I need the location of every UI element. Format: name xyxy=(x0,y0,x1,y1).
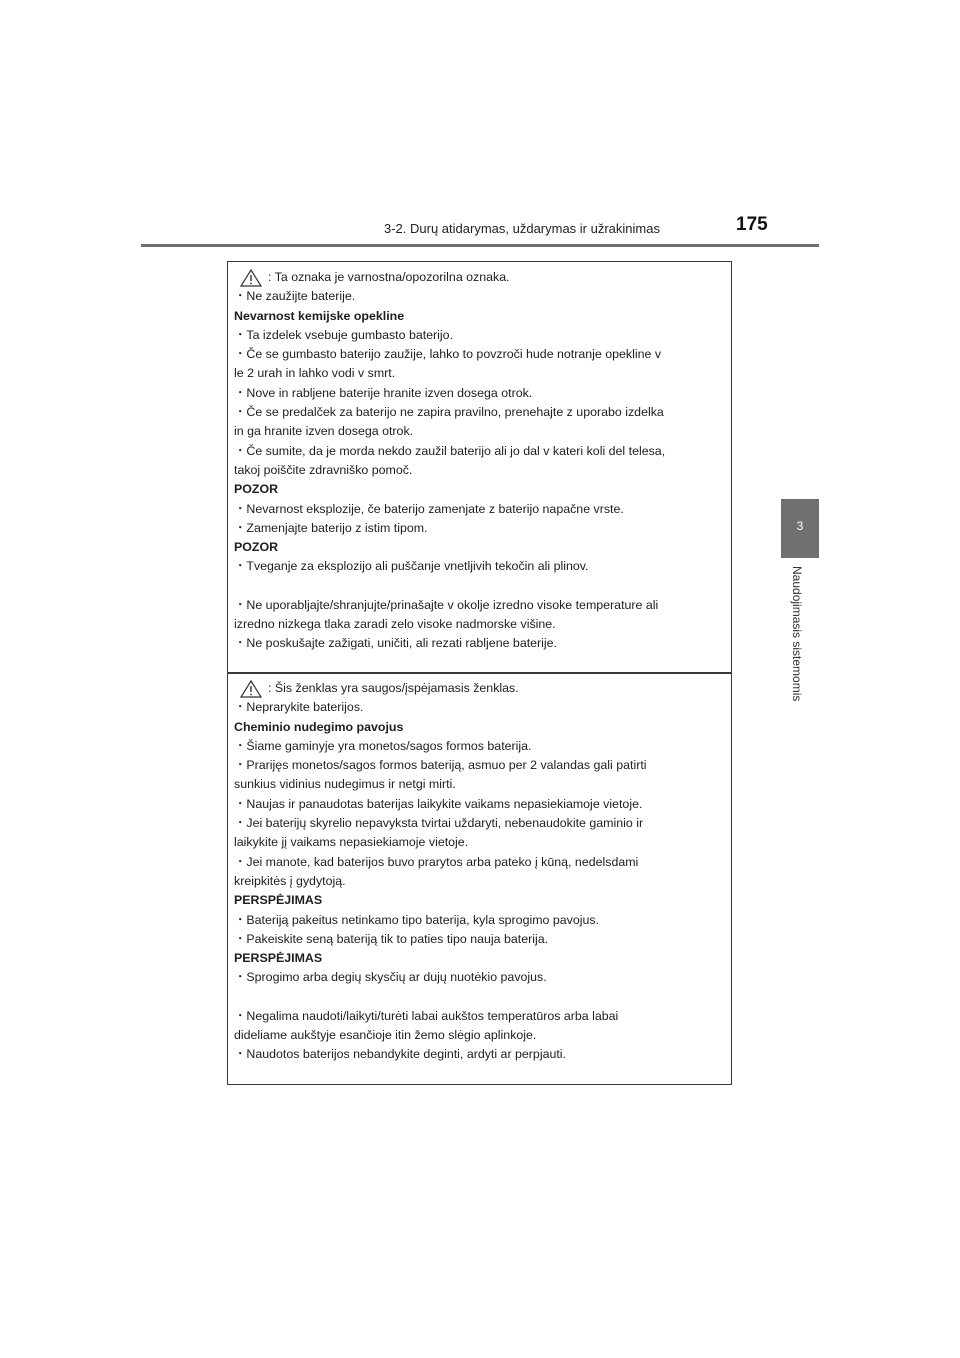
text-line: ・Jei manote, kad baterijos buvo prarytos arba pateko į kūną, nedelsdami xyxy=(234,854,639,869)
text-line: ・Sprogimo arba degių skysčių ar dujų nuotėkio pavojus. xyxy=(234,970,547,985)
text-line: ・Tveganje za eksplozijo ali puščanje vnetljivih tekočin ali plinov. xyxy=(234,559,589,574)
section-slovenian xyxy=(228,268,731,654)
caution-heading: PERSPĖJIMAS xyxy=(234,951,323,966)
text-line: kreipkitės į gydytoją. xyxy=(234,873,346,888)
text-line: izredno nizkega tlaka zaradi zelo visoke nadmorske višine. xyxy=(234,617,556,632)
text-line: dideliame aukštyje esančioje itin žemo slėgio aplinkoje. xyxy=(234,1028,537,1043)
text-line: ・Naudotos baterijos nebandykite deginti, ardyti ar perpjauti. xyxy=(234,1047,566,1062)
text-line: ・Bateriją pakeitus netinkamo tipo baterija, kyla sprogimo pavojus. xyxy=(234,912,600,927)
text-line: ・Nevarnost eksplozije, če baterijo zamenjate z baterijo napačne vrste. xyxy=(234,501,624,516)
chapter-side-title: Naudojimasis sistemomis xyxy=(790,566,804,702)
subheading: Cheminio nudegimo pavojus xyxy=(234,719,404,734)
section-divider xyxy=(228,672,731,674)
chapter-tab: 3 xyxy=(781,499,819,558)
intro-line xyxy=(234,268,725,287)
text-line: ・Ne zaužijte baterije. xyxy=(234,289,356,304)
text-line: in ga hranite izven dosega otrok. xyxy=(234,424,414,439)
text-line: ・Šiame gaminyje yra monetos/sagos formos baterija. xyxy=(234,738,532,753)
page-number: 175 xyxy=(736,214,768,235)
header-rule xyxy=(141,244,819,247)
text-line: ・Prarijęs monetos/sagos formos bateriją, asmuo per 2 valandas gali patirti xyxy=(234,758,647,773)
text-line: ・Naujas ir panaudotas baterijas laikykite vaikams nepasiekiamoje vietoje. xyxy=(234,796,643,811)
text-line: sunkius vidinius nudegimus ir netgi mirti. xyxy=(234,777,456,792)
section-lithuanian xyxy=(228,679,731,1065)
caution-heading: POZOR xyxy=(234,540,279,555)
text-line: ・Ta izdelek vsebuje gumbasto baterijo. xyxy=(234,327,454,342)
text-line: ・Če sumite, da je morda nekdo zaužil baterijo ali jo dal v kateri koli del telesa, xyxy=(234,443,666,458)
text-line: takoj poiščite zdravniško pomoč. xyxy=(234,462,413,477)
text-line: ・Negalima naudoti/laikyti/turėti labai aukštos temperatūros arba labai xyxy=(234,1008,619,1023)
text-line: ・Če se gumbasto baterijo zaužije, lahko to povzroči hude notranje opekline v xyxy=(234,347,662,362)
subheading: Nevarnost kemijske opekline xyxy=(234,308,405,323)
text-line: ・Neprarykite baterijos. xyxy=(234,700,364,715)
caution-heading: PERSPĖJIMAS xyxy=(234,893,323,908)
warning-triangle-icon xyxy=(240,269,262,287)
text-line: ・Ne uporabljajte/shranjujte/prinašajte v okolje izredno visoke temperature ali xyxy=(234,597,659,612)
text-line: ・Zamenjajte baterijo z istim tipom. xyxy=(234,520,428,535)
text-line: ・Nove in rabljene baterije hranite izven dosega otrok. xyxy=(234,385,533,400)
text-line: ・Ne poskušajte zažigati, uničiti, ali rezati rabljene baterije. xyxy=(234,636,558,651)
text-line: ・Jei baterijų skyrelio nepavyksta tvirtai uždaryti, nebenaudokite gaminio ir xyxy=(234,816,644,831)
page-header-title: 3-2. Durų atidarymas, uždarymas ir užrakinimas xyxy=(384,221,660,236)
intro-text: : Ta oznaka je varnostna/opozorilna oznaka. xyxy=(268,270,510,284)
warning-box xyxy=(227,261,732,1085)
warning-triangle-icon xyxy=(240,680,262,698)
text-line: le 2 urah in lahko vodi v smrt. xyxy=(234,366,396,381)
caution-heading: POZOR xyxy=(234,482,279,497)
text-line: laikykite jį vaikams nepasiekiamoje vietoje. xyxy=(234,835,469,850)
text-line: ・Če se predalček za baterijo ne zapira pravilno, prenehajte z uporabo izdelka xyxy=(234,405,664,420)
intro-text: : Šis ženklas yra saugos/įspėjamasis ženklas. xyxy=(268,681,519,695)
intro-line xyxy=(234,679,725,698)
text-line: ・Pakeiskite seną bateriją tik to paties tipo nauja baterija. xyxy=(234,931,549,946)
